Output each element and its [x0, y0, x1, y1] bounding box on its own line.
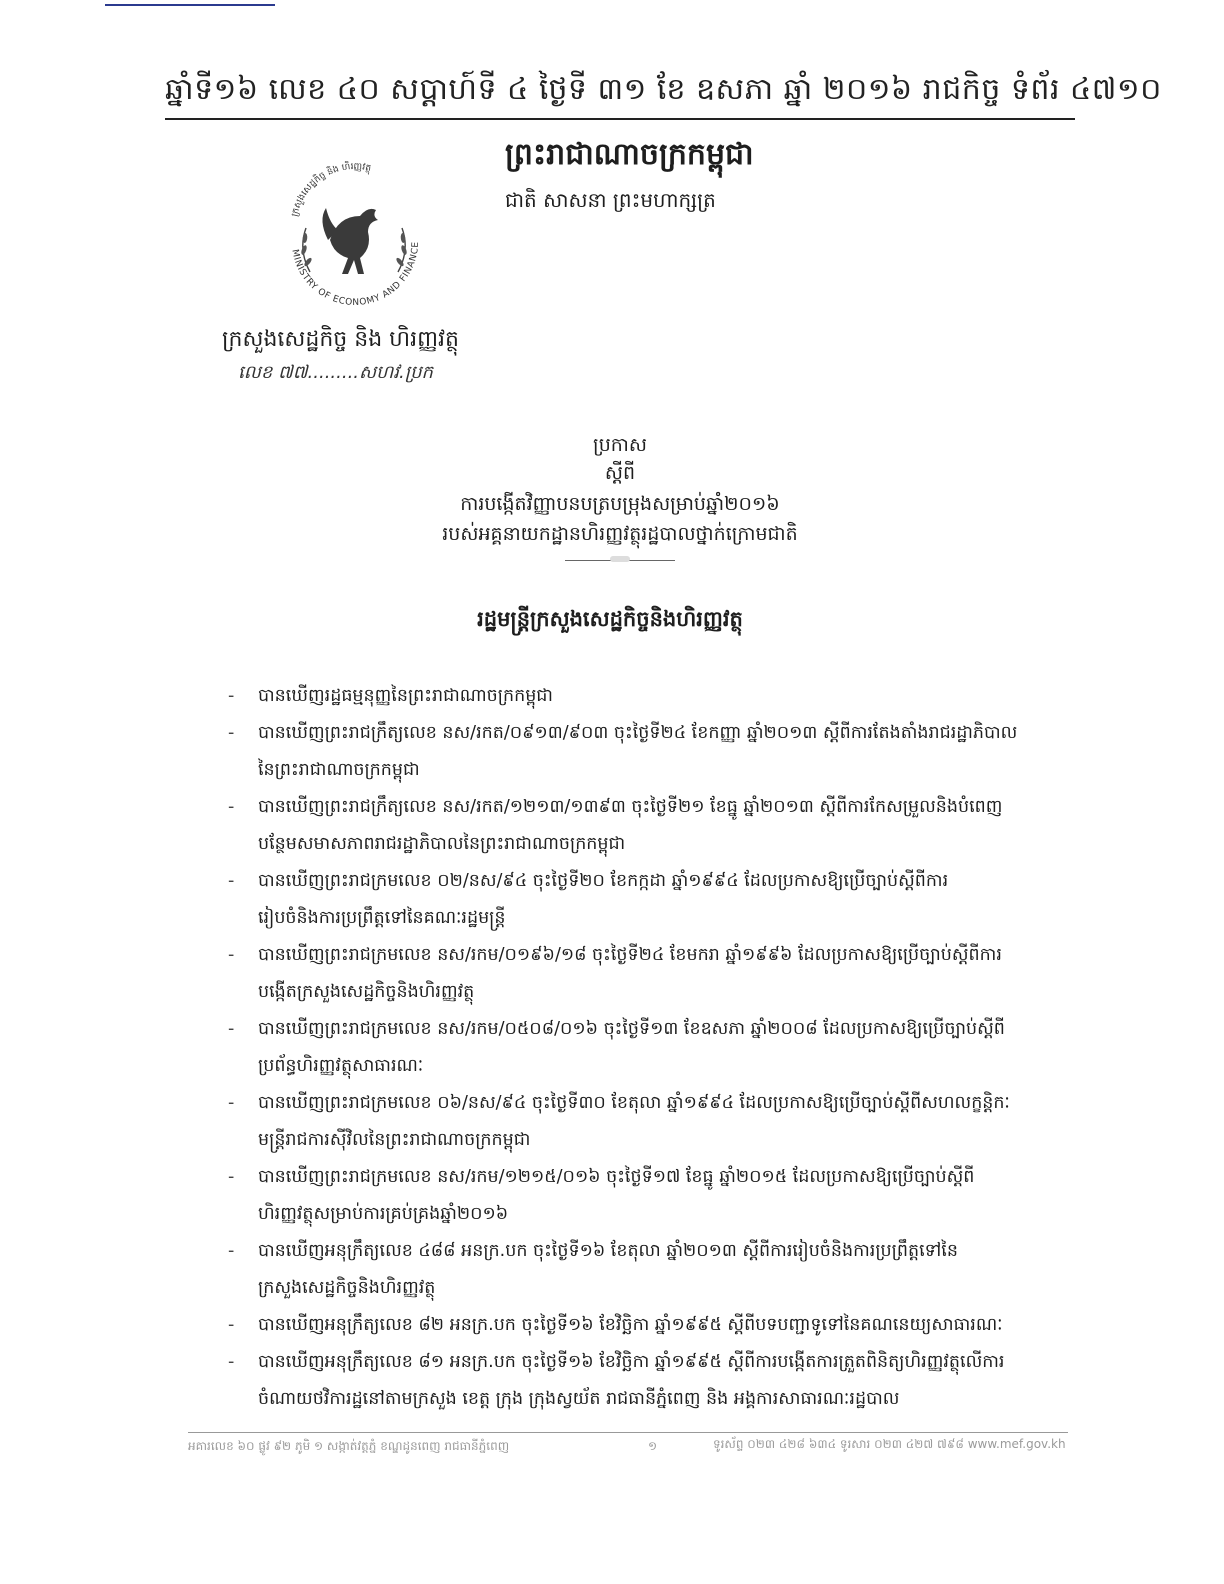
item-line: បានឃើញព្រះរាជក្រមលេខ នស/រកម/១២១៥/០១៦ ចុះថ្ងៃទី១៧ ខែធ្នូ ឆ្នាំ២០១៥ ដែលប្រកាសឱ្យប្រើច្បាប់ស្តីពី [258, 1167, 975, 1187]
seal-top-text: ក្រសួងសេដ្ឋកិច្ច និង ហិរញ្ញវត្ថុ [290, 161, 372, 218]
list-item [228, 1159, 1078, 1233]
list-item [228, 1011, 1078, 1085]
document-title [380, 432, 860, 561]
item-line: បង្កើតក្រសួងសេដ្ឋកិច្ចនិងហិរញ្ញវត្ថុ [258, 982, 475, 1002]
item-line: បានឃើញអនុក្រឹត្យលេខ ៨១ អនក្រ.បក ចុះថ្ងៃទី១៦ ខែវិច្ឆិកា ឆ្នាំ១៩៩៥ ស្តីពីការបង្កើតការត្រួតពិនិត្យហិរញ្ញវត្ថុលើការ [258, 1352, 1005, 1372]
list-item [228, 937, 1078, 1011]
document-type: ប្រកាស [593, 434, 647, 456]
list-item [228, 1344, 1078, 1418]
item-line: បន្ថែមសមាសភាពរាជរដ្ឋាភិបាលនៃព្រះរាជាណាចក្រកម្ពុជា [258, 834, 626, 854]
ministry-name: ក្រសួងសេដ្ឋកិច្ច និង ហិរញ្ញវត្ថុ [222, 327, 459, 352]
bullet: - [228, 1315, 235, 1335]
bullet: - [228, 945, 235, 965]
kingdom-heading [505, 135, 835, 217]
item-line: បានឃើញព្រះរាជក្រមលេខ ០២/នស/៩៤ ចុះថ្ងៃទី២០ ខែកក្កដា ឆ្នាំ១៩៩៤ ដែលប្រកាសឱ្យប្រើច្បាប់ស្តីពីការ [258, 871, 949, 891]
page-footer [188, 1432, 1068, 1472]
item-line: បានឃើញរដ្ឋធម្មនុញ្ញនៃព្រះរាជាណាចក្រកម្ពុជា [258, 686, 553, 706]
item-line: នៃព្រះរាជាណាចក្រកម្ពុជា [258, 760, 420, 780]
bullet: - [228, 871, 235, 891]
item-line: មន្ត្រីរាជការស៊ីវិលនៃព្រះរាជាណាចក្រកម្ពុជា [258, 1130, 531, 1150]
item-line: បានឃើញព្រះរាជក្រមលេខ នស/រកម/០១៩៦/១៨ ចុះថ្ងៃទី២៤ ខែមករា ឆ្នាំ១៩៩៦ ដែលប្រកាសឱ្យប្រើច្បាប់ស្តីពីការ [258, 945, 1002, 965]
ministry-seal-icon [268, 150, 440, 322]
footer-address: អគារលេខ ៦០ ផ្លូវ ៩២ ភូមិ ១ សង្កាត់វត្តភ្នំ ខណ្ឌដូនពេញ រាជធានីភ្នំពេញ [188, 1439, 510, 1453]
kingdom-title: ព្រះរាជាណាចក្រកម្ពុជា [505, 137, 754, 172]
item-line: បានឃើញព្រះរាជក្រឹត្យលេខ នស/រកត/១២១៣/១៣៩៣ ចុះថ្ងៃទី២១ ខែធ្នូ ឆ្នាំ២០១៣ ស្តីពីការកែសម្រួលនិងបំពេញ [258, 797, 1003, 817]
document-subject-line2: របស់អគ្គនាយកដ្ឋានហិរញ្ញវត្ថុរដ្ឋបាលថ្នាក់ក្រោមជាតិ [442, 523, 798, 545]
list-item [228, 678, 1078, 715]
bullet: - [228, 797, 235, 817]
reference-number: លេខ ៧៧.........សហវ.ប្រក [238, 362, 433, 383]
item-line: ប្រព័ន្ធហិរញ្ញវត្ថុសាធារណៈ [258, 1056, 424, 1076]
list-item [228, 1085, 1078, 1159]
kingdom-motto: ជាតិ សាសនា ព្រះមហាក្សត្រ [505, 188, 716, 212]
list-item [228, 715, 1078, 789]
bullet: - [228, 686, 235, 706]
item-line: បានឃើញព្រះរាជក្រឹត្យលេខ នស/រកត/០៩១៣/៩០៣ ចុះថ្ងៃទី២៤ ខែកញ្ញា ឆ្នាំ២០១៣ ស្តីពីការតែងតាំងរាជរដ្ឋាភិបាល [258, 723, 1018, 743]
header-rule [165, 118, 1075, 120]
footer-rule [188, 1432, 1068, 1433]
bullet: - [228, 723, 235, 743]
item-line: ហិរញ្ញវត្ថុសម្រាប់ការគ្រប់គ្រងឆ្នាំ២០១៦ [258, 1204, 509, 1224]
item-line: បានឃើញព្រះរាជក្រមលេខ ០៦/នស/៩៤ ចុះថ្ងៃទី៣០ ខែតុលា ឆ្នាំ១៩៩៤ ដែលប្រកាសឱ្យប្រើច្បាប់ស្តីពីសហលក្ខន្តិកៈ [258, 1093, 1010, 1113]
document-about: ស្តីពី [604, 462, 636, 484]
bullet: - [228, 1167, 235, 1187]
list-item [228, 1307, 1078, 1344]
list-item [228, 789, 1078, 863]
footer-contact: ទូរស័ព្ទ ០២៣ ៤២៨ ៦៣៤ ទូរសារ ០២៣ ៤២៧ ៧៩៨ www.mef.gov.kh [713, 1437, 1066, 1451]
considerations-list [228, 678, 1078, 1418]
bullet: - [228, 1019, 235, 1039]
scan-top-mark [105, 4, 275, 6]
bullet: - [228, 1352, 235, 1372]
svg-text:ក្រសួងសេដ្ឋកិច្ច និង ហិរញ្ញវត្ [290, 160, 372, 218]
item-line: ចំណាយថវិការដ្ឋនៅតាមក្រសួង ខេត្ត ក្រុង ក្រុងស្វយ័ត រាជធានីភ្នំពេញ និង អង្គការសាធារណៈរដ្ឋបាល [258, 1389, 900, 1409]
document-subject-line1: ការបង្កើតវិញ្ញាបនបត្របម្រុងសម្រាប់ឆ្នាំ២០១៦ [460, 493, 780, 515]
item-line: រៀបចំនិងការប្រព្រឹត្តទៅនៃគណៈរដ្ឋមន្ត្រី [258, 908, 506, 928]
title-divider [565, 552, 675, 561]
seal-ring-text: MINISTRY OF ECONOMY AND FINANCE [289, 241, 422, 309]
item-line: បានឃើញព្រះរាជក្រមលេខ នស/រកម/០៥០៨/០១៦ ចុះថ្ងៃទី១៣ ខែឧសភា ឆ្នាំ២០០៨ ដែលប្រកាសឱ្យប្រើច្បាប់ស្តីពី [258, 1019, 1005, 1039]
item-line: បានឃើញអនុក្រឹត្យលេខ ៨២ អនក្រ.បក ចុះថ្ងៃទី១៦ ខែវិច្ឆិកា ឆ្នាំ១៩៩៥ ស្តីពីបទបញ្ជាទូទៅនៃគណនេយ្យសាធារណៈ [258, 1315, 1003, 1335]
bullet: - [228, 1093, 235, 1113]
list-item [228, 863, 1078, 937]
footer-page-number: ១ [648, 1439, 658, 1453]
minister-title: រដ្ឋមន្ត្រីក្រសួងសេដ្ឋកិច្ចនិងហិរញ្ញវត្ថុ [477, 607, 743, 631]
gazette-header: ឆ្នាំទី១៦ លេខ ៤០ សប្តាហ៍ទី ៤ ថ្ងៃទី ៣១ ខែ ឧសភា ឆ្នាំ ២០១៦ រាជកិច្ច ទំព័រ ៤៧១០ [165, 72, 1162, 107]
bullet: - [228, 1241, 235, 1261]
item-line: ក្រសួងសេដ្ឋកិច្ចនិងហិរញ្ញវត្ថុ [258, 1278, 436, 1298]
list-item [228, 1233, 1078, 1307]
item-line: បានឃើញអនុក្រឹត្យលេខ ៤៨៨ អនក្រ.បក ចុះថ្ងៃទី១៦ ខែតុលា ឆ្នាំ២០១៣ ស្តីពីការរៀបចំនិងការប្រព្រឹត្តទៅនៃ [258, 1241, 958, 1261]
